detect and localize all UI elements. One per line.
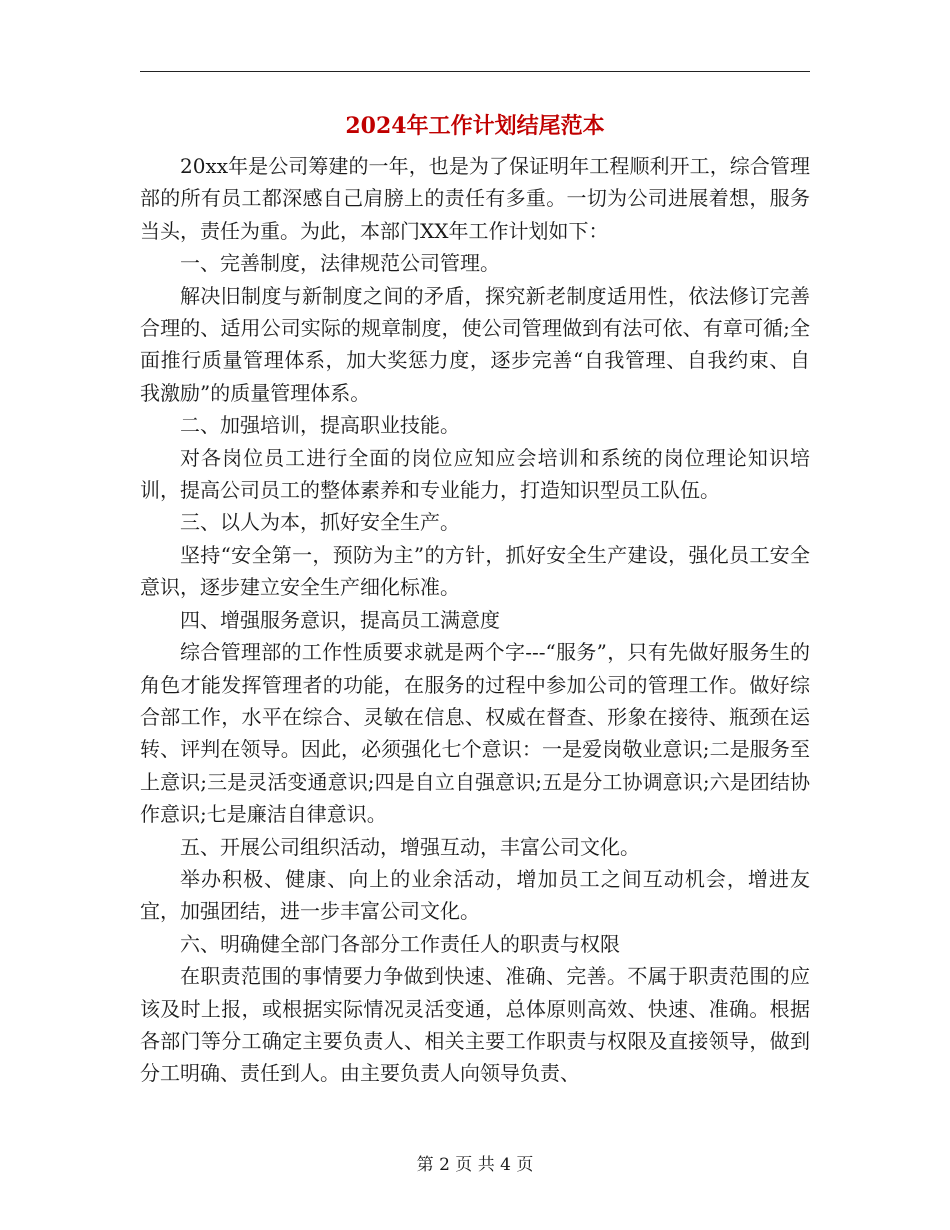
section-heading-6: 六、明确健全部门各部分工作责任人的职责与权限 (180, 931, 620, 956)
section-heading-5: 五、开展公司组织活动，增强互动，丰富公司文化。 (180, 834, 640, 859)
section-heading-4: 四、增强服务意识，提高员工满意度 (180, 607, 500, 632)
section-heading-1: 一、完善制度，法律规范公司管理。 (180, 251, 500, 276)
page-number-footer: 第 2 页 共 4 页 (416, 1155, 534, 1175)
section-heading-3: 三、以人为本，抓好安全生产。 (180, 510, 460, 535)
paragraph-section-5: 举办积极、健康、向上的业余活动，增加员工之间互动机会，增进友宜，加强团结，进一步丰富公司文化。 (140, 866, 810, 924)
document-body (140, 150, 810, 1090)
header-rule (140, 71, 810, 72)
paragraph-intro: 20xx年是公司筹建的一年，也是为了保证明年工程顺利开工，综合管理部的所有员工都深感自己肩膀上的责任有多重。一切为公司进展着想，服务当头，责任为重。为此，本部门XX年工作计划如下： (140, 154, 810, 243)
paragraph-section-3: 坚持“安全第一，预防为主”的方针，抓好安全生产建设，强化员工安全意识，逐步建立安全生产细化标准。 (140, 542, 810, 600)
section-heading-2: 二、加强培训，提高职业技能。 (180, 413, 460, 438)
document-title: 2024年工作计划结尾范本 (345, 113, 605, 139)
paragraph-section-2: 对各岗位员工进行全面的岗位应知应会培训和系统的岗位理论知识培训，提高公司员工的整体素养和专业能力，打造知识型员工队伍。 (140, 445, 810, 503)
paragraph-section-4: 综合管理部的工作性质要求就是两个字---“服务”，只有先做好服务生的角色才能发挥管理者的功能，在服务的过程中参加公司的管理工作。做好综合部工作，水平在综合、灵敏在信息、权威在督查、形象在接待、瓶颈在运转、评判在领导。因此，必须强化七个意识：一是爱岗敬业意识;二是服务至上意识;三是灵活变通意识;四是自立自强意识;五是分工协调意识;六是团结协作意识;七是廉洁自律意识。 (140, 640, 810, 827)
paragraph-section-6: 在职责范围的事情要力争做到快速、准确、完善。不属于职责范围的应该及时上报，或根据实际情况灵活变通，总体原则高效、快速、准确。根据各部门等分工确定主要负责人、相关主要工作职责与权限及直接领导，做到分工明确、责任到人。由主要负责人向领导负责、 (140, 964, 810, 1086)
paragraph-section-1: 解决旧制度与新制度之间的矛盾，探究新老制度适用性，依法修订完善合理的、适用公司实际的规章制度，使公司管理做到有法可依、有章可循;全面推行质量管理体系，加大奖惩力度，逐步完善“自我管理、自我约束、自我激励”的质量管理体系。 (140, 283, 810, 405)
